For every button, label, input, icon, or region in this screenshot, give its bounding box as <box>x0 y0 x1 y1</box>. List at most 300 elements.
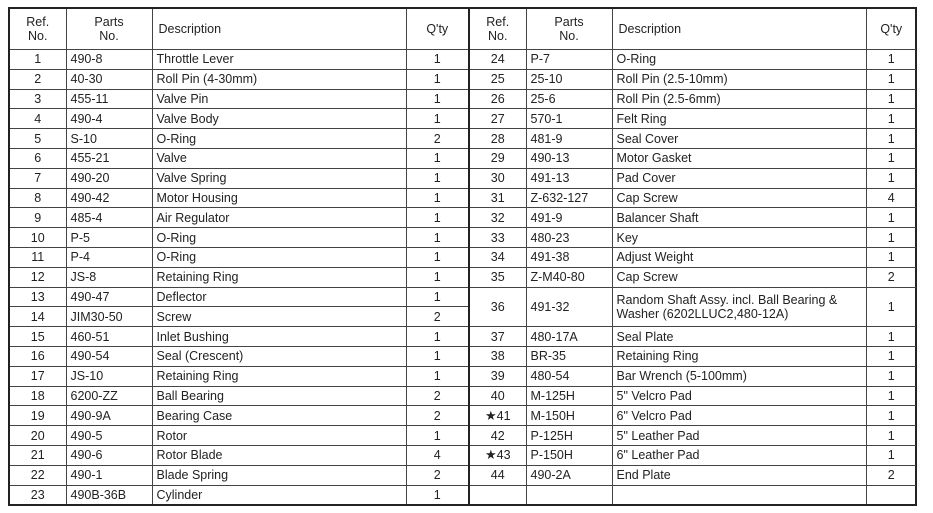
description-value: Valve Spring <box>156 171 227 186</box>
part-number-cell <box>66 208 152 228</box>
qty-cell <box>406 69 469 89</box>
ref-cell <box>10 109 66 129</box>
qty-value: 1 <box>433 52 441 67</box>
part-number-cell <box>526 69 612 89</box>
description-value: Seal Plate <box>616 329 674 344</box>
ref-value: 23 <box>30 487 45 502</box>
qty-cell <box>406 465 469 485</box>
ref-cell <box>10 406 66 426</box>
part-number-cell <box>526 346 612 366</box>
qty-value: 1 <box>433 210 441 225</box>
part-number-cell <box>66 465 152 485</box>
description-cell <box>612 168 866 188</box>
ref-value: 41 <box>496 408 511 423</box>
table-row <box>10 69 469 89</box>
qty-value: 1 <box>887 171 895 186</box>
part-number-value: JIM30-50 <box>70 309 123 324</box>
description-cell <box>612 267 866 287</box>
header-row <box>10 9 469 50</box>
part-number-value: 490B-36B <box>70 487 127 502</box>
qty-cell <box>406 366 469 386</box>
qty-value: 1 <box>433 349 441 364</box>
qty-header-label: Q'ty <box>880 22 903 36</box>
description-value: O-Ring <box>156 230 197 245</box>
qty-value: 2 <box>433 388 441 403</box>
description-cell <box>152 327 406 347</box>
ref-value: 32 <box>490 210 505 225</box>
description-cell <box>612 148 866 168</box>
description-value: Roll Pin (2.5-10mm) <box>616 72 728 87</box>
ref-cell <box>470 406 526 426</box>
ref-cell <box>10 69 66 89</box>
ref-cell <box>470 228 526 248</box>
ref-header <box>10 9 66 50</box>
part-number-cell <box>526 406 612 426</box>
qty-value: 1 <box>433 111 441 126</box>
description-value: 6" Leather Pad <box>616 448 700 463</box>
description-cell <box>152 426 406 446</box>
ref-cell <box>470 50 526 70</box>
part-number-value: 481-9 <box>530 131 563 146</box>
qty-header-label: Q'ty <box>426 22 449 36</box>
qty-cell <box>406 307 469 327</box>
part-number-value: Z-M40-80 <box>530 270 585 285</box>
qty-value: 1 <box>433 270 441 285</box>
ref-value: 22 <box>30 468 45 483</box>
description-value: Bearing Case <box>156 408 233 423</box>
description-cell <box>152 129 406 149</box>
part-number-value: P-4 <box>70 250 90 265</box>
ref-cell <box>10 247 66 267</box>
part-number-value: 491-38 <box>530 250 570 265</box>
ref-cell <box>470 89 526 109</box>
part-number-cell <box>526 445 612 465</box>
table-row <box>10 287 469 307</box>
ref-cell <box>10 445 66 465</box>
description-cell <box>612 327 866 347</box>
ref-cell <box>470 168 526 188</box>
ref-value: 2 <box>34 72 42 87</box>
description-cell <box>612 89 866 109</box>
part-number-value: 485-4 <box>70 210 103 225</box>
part-number-cell <box>66 228 152 248</box>
qty-value: 1 <box>887 91 895 106</box>
part-number-value: 455-21 <box>70 151 110 166</box>
ref-cell <box>10 208 66 228</box>
part-number-value: 490-4 <box>70 111 103 126</box>
part-number-value: 6200-ZZ <box>70 388 118 403</box>
part-number-value: P-7 <box>530 52 550 67</box>
description-value: Deflector <box>156 289 207 304</box>
ref-value: 24 <box>490 52 505 67</box>
table-row <box>10 366 469 386</box>
qty-value: 1 <box>887 52 895 67</box>
part-number-value: 480-23 <box>530 230 570 245</box>
ref-value: 34 <box>490 250 505 265</box>
qty-value: 2 <box>887 270 895 285</box>
qty-cell <box>866 346 916 366</box>
qty-cell <box>866 426 916 446</box>
description-value: O-Ring <box>616 52 657 67</box>
part-number-value: 455-11 <box>70 91 109 106</box>
description-value: Key <box>616 230 639 245</box>
part-number-value: BR-35 <box>530 349 566 364</box>
qty-header <box>406 9 469 50</box>
qty-cell <box>866 327 916 347</box>
description-cell <box>612 406 866 426</box>
part-number-value: 490-13 <box>530 151 570 166</box>
star-icon: ★ <box>484 447 497 463</box>
qty-cell <box>406 228 469 248</box>
ref-cell <box>470 386 526 406</box>
qty-value: 1 <box>887 329 895 344</box>
qty-value: 1 <box>887 388 895 403</box>
description-cell <box>612 346 866 366</box>
ref-cell <box>10 465 66 485</box>
ref-value: 25 <box>490 72 505 87</box>
ref-cell <box>470 69 526 89</box>
part-number-cell <box>66 69 152 89</box>
part-number-cell <box>526 366 612 386</box>
description-cell <box>152 50 406 70</box>
table-row <box>470 50 916 70</box>
qty-value: 2 <box>433 309 441 324</box>
ref-value: 21 <box>30 448 45 463</box>
table-row <box>10 109 469 129</box>
part-number-cell <box>526 208 612 228</box>
qty-cell <box>866 287 916 327</box>
ref-value: 44 <box>490 468 505 483</box>
table-row <box>470 426 916 446</box>
qty-value: 1 <box>433 487 441 502</box>
ref-header-label: Ref. No. <box>26 15 50 43</box>
part-number-cell <box>526 426 612 446</box>
part-number-cell <box>526 228 612 248</box>
table-row <box>10 148 469 168</box>
description-cell <box>612 445 866 465</box>
qty-cell <box>866 366 916 386</box>
description-cell <box>612 247 866 267</box>
qty-cell <box>406 406 469 426</box>
description-cell <box>612 69 866 89</box>
ref-value: 20 <box>30 428 45 443</box>
qty-cell <box>406 89 469 109</box>
description-cell <box>612 287 866 327</box>
description-value: Blade Spring <box>156 468 229 483</box>
description-cell <box>152 445 406 465</box>
ref-cell <box>10 327 66 347</box>
part-number-cell <box>526 168 612 188</box>
part-number-cell <box>526 247 612 267</box>
description-value: Air Regulator <box>156 210 230 225</box>
qty-value: 1 <box>887 369 895 384</box>
part-number-cell <box>66 109 152 129</box>
star-icon: ★ <box>484 407 497 423</box>
table-row <box>470 406 916 426</box>
qty-cell <box>406 287 469 307</box>
description-value: 5" Velcro Pad <box>616 388 692 403</box>
parts-list <box>8 7 917 506</box>
ref-value: 9 <box>34 210 42 225</box>
description-value: Adjust Weight <box>616 250 694 265</box>
parts-table-left <box>10 9 470 504</box>
parts-header-label: Parts No. <box>554 15 584 43</box>
ref-cell <box>470 188 526 208</box>
qty-cell <box>866 69 916 89</box>
qty-value: 1 <box>433 289 441 304</box>
description-value: Cylinder <box>156 487 203 502</box>
ref-cell <box>470 366 526 386</box>
table-row <box>10 465 469 485</box>
table-row <box>10 129 469 149</box>
description-value: Balancer Shaft <box>616 210 699 225</box>
qty-cell <box>866 109 916 129</box>
table-row <box>10 426 469 446</box>
ref-cell <box>10 129 66 149</box>
ref-cell <box>10 426 66 446</box>
ref-cell <box>10 386 66 406</box>
ref-value: 31 <box>490 190 505 205</box>
table-row <box>470 445 916 465</box>
qty-value: 1 <box>433 72 441 87</box>
ref-value: 14 <box>30 309 45 324</box>
description-cell <box>152 406 406 426</box>
part-number-cell <box>66 188 152 208</box>
qty-cell <box>866 445 916 465</box>
description-cell <box>612 129 866 149</box>
qty-cell <box>406 267 469 287</box>
part-number-cell <box>526 287 612 327</box>
part-number-cell <box>66 327 152 347</box>
parts-rows-right <box>470 50 916 505</box>
part-number-cell <box>526 188 612 208</box>
ref-value: 11 <box>31 250 45 265</box>
description-header <box>612 9 866 50</box>
table-row <box>470 228 916 248</box>
ref-cell <box>10 307 66 327</box>
qty-value: 1 <box>887 151 895 166</box>
description-cell <box>152 485 406 504</box>
description-cell <box>152 287 406 307</box>
description-value: Screw <box>156 309 192 324</box>
description-cell <box>612 426 866 446</box>
qty-cell <box>866 247 916 267</box>
qty-value: 4 <box>433 448 441 463</box>
description-value: Inlet Bushing <box>156 329 229 344</box>
description-cell <box>152 247 406 267</box>
description-value: Valve Pin <box>156 91 209 106</box>
ref-value: 28 <box>490 131 505 146</box>
qty-cell <box>406 129 469 149</box>
description-value: Valve Body <box>156 111 219 126</box>
ref-value: 3 <box>34 91 42 106</box>
part-number-value: 491-9 <box>530 210 563 225</box>
parts-header <box>66 9 152 50</box>
qty-value: 1 <box>887 250 895 265</box>
part-number-value: 490-6 <box>70 448 103 463</box>
part-number-value: S-10 <box>70 131 97 146</box>
part-number-value: 570-1 <box>530 111 563 126</box>
ref-cell <box>470 247 526 267</box>
ref-value: 29 <box>490 151 505 166</box>
ref-value: 19 <box>30 408 45 423</box>
header-row <box>470 9 916 50</box>
part-number-value: P-125H <box>530 428 573 443</box>
ref-cell <box>470 267 526 287</box>
description-value: 5" Leather Pad <box>616 428 700 443</box>
part-number-cell <box>66 386 152 406</box>
ref-value: 26 <box>490 91 505 106</box>
qty-cell <box>866 50 916 70</box>
ref-value: 18 <box>30 388 45 403</box>
table-row <box>470 188 916 208</box>
qty-value: 1 <box>887 349 895 364</box>
qty-cell <box>406 168 469 188</box>
part-number-cell <box>66 346 152 366</box>
ref-value: 33 <box>490 230 505 245</box>
qty-value: 1 <box>887 299 895 314</box>
part-number-value: M-125H <box>530 388 575 403</box>
part-number-cell <box>66 50 152 70</box>
table-row <box>10 89 469 109</box>
qty-value: 1 <box>887 72 895 87</box>
ref-value: 4 <box>34 111 42 126</box>
qty-value: 1 <box>433 250 441 265</box>
ref-value: 6 <box>34 151 42 166</box>
part-number-value: 490-42 <box>70 190 110 205</box>
ref-value: 39 <box>490 369 505 384</box>
description-cell <box>152 228 406 248</box>
part-number-cell <box>66 366 152 386</box>
description-value: Rotor <box>156 428 188 443</box>
ref-value: 10 <box>30 230 45 245</box>
qty-cell <box>866 386 916 406</box>
part-number-cell <box>526 485 612 504</box>
part-number-value: 490-20 <box>70 171 110 186</box>
table-row <box>470 208 916 228</box>
table-row <box>470 247 916 267</box>
ref-cell <box>10 50 66 70</box>
description-cell <box>612 208 866 228</box>
qty-cell <box>406 247 469 267</box>
description-value: Retaining Ring <box>616 349 699 364</box>
ref-value: 38 <box>490 349 505 364</box>
qty-value: 1 <box>887 448 895 463</box>
ref-cell <box>470 327 526 347</box>
description-cell <box>152 148 406 168</box>
part-number-value: 460-51 <box>70 329 110 344</box>
table-row <box>470 267 916 287</box>
description-value: Valve <box>156 151 187 166</box>
table-row <box>470 287 916 327</box>
part-number-value: M-150H <box>530 408 575 423</box>
table-row <box>10 485 469 504</box>
description-cell <box>152 69 406 89</box>
qty-cell <box>406 426 469 446</box>
description-cell <box>152 465 406 485</box>
ref-cell <box>10 346 66 366</box>
part-number-cell <box>66 267 152 287</box>
description-cell <box>152 109 406 129</box>
table-row <box>470 168 916 188</box>
description-value: Seal (Crescent) <box>156 349 244 364</box>
qty-value: 1 <box>887 230 895 245</box>
qty-value: 2 <box>433 131 441 146</box>
ref-value: 12 <box>30 270 45 285</box>
qty-cell <box>866 168 916 188</box>
description-value: Pad Cover <box>616 171 676 186</box>
part-number-value: 25-10 <box>530 72 563 87</box>
part-number-cell <box>526 465 612 485</box>
description-header-label: Description <box>158 22 222 36</box>
part-number-value: JS-8 <box>70 270 97 285</box>
ref-cell <box>10 366 66 386</box>
description-cell <box>612 188 866 208</box>
ref-value: 5 <box>34 131 42 146</box>
description-value: Motor Gasket <box>616 151 692 166</box>
part-number-value: Z-632-127 <box>530 190 589 205</box>
part-number-value: 25-6 <box>530 91 556 106</box>
qty-cell <box>866 485 916 504</box>
description-value: O-Ring <box>156 250 197 265</box>
table-row <box>470 69 916 89</box>
ref-value: 27 <box>490 111 505 126</box>
ref-value: 30 <box>490 171 505 186</box>
qty-cell <box>866 148 916 168</box>
description-value: Bar Wrench (5-100mm) <box>616 369 747 384</box>
qty-cell <box>866 208 916 228</box>
table-row <box>470 346 916 366</box>
ref-header <box>470 9 526 50</box>
part-number-cell <box>526 50 612 70</box>
description-cell <box>152 386 406 406</box>
description-cell <box>152 366 406 386</box>
qty-value: 1 <box>433 428 441 443</box>
part-number-value: 490-47 <box>70 289 110 304</box>
qty-value: 1 <box>887 210 895 225</box>
ref-value: 13 <box>30 289 45 304</box>
part-number-cell <box>66 89 152 109</box>
table-row <box>470 129 916 149</box>
description-value: Motor Housing <box>156 190 238 205</box>
description-cell <box>152 188 406 208</box>
qty-cell <box>406 386 469 406</box>
part-number-cell <box>526 129 612 149</box>
description-cell <box>612 228 866 248</box>
part-number-cell <box>66 445 152 465</box>
description-cell <box>152 168 406 188</box>
description-header-label: Description <box>618 22 682 36</box>
qty-cell <box>866 188 916 208</box>
ref-value: 42 <box>490 428 505 443</box>
ref-cell <box>470 426 526 446</box>
ref-cell <box>10 228 66 248</box>
ref-cell <box>470 465 526 485</box>
part-number-cell <box>526 327 612 347</box>
ref-value: 37 <box>490 329 505 344</box>
table-row <box>10 406 469 426</box>
part-number-value: 491-13 <box>530 171 570 186</box>
description-value: Felt Ring <box>616 111 667 126</box>
description-cell <box>612 465 866 485</box>
part-number-value: 490-8 <box>70 52 103 67</box>
description-value: Throttle Lever <box>156 52 234 67</box>
ref-cell <box>470 287 526 327</box>
qty-cell <box>406 148 469 168</box>
ref-value: 36 <box>490 299 505 314</box>
table-row <box>470 485 916 504</box>
description-cell <box>612 386 866 406</box>
